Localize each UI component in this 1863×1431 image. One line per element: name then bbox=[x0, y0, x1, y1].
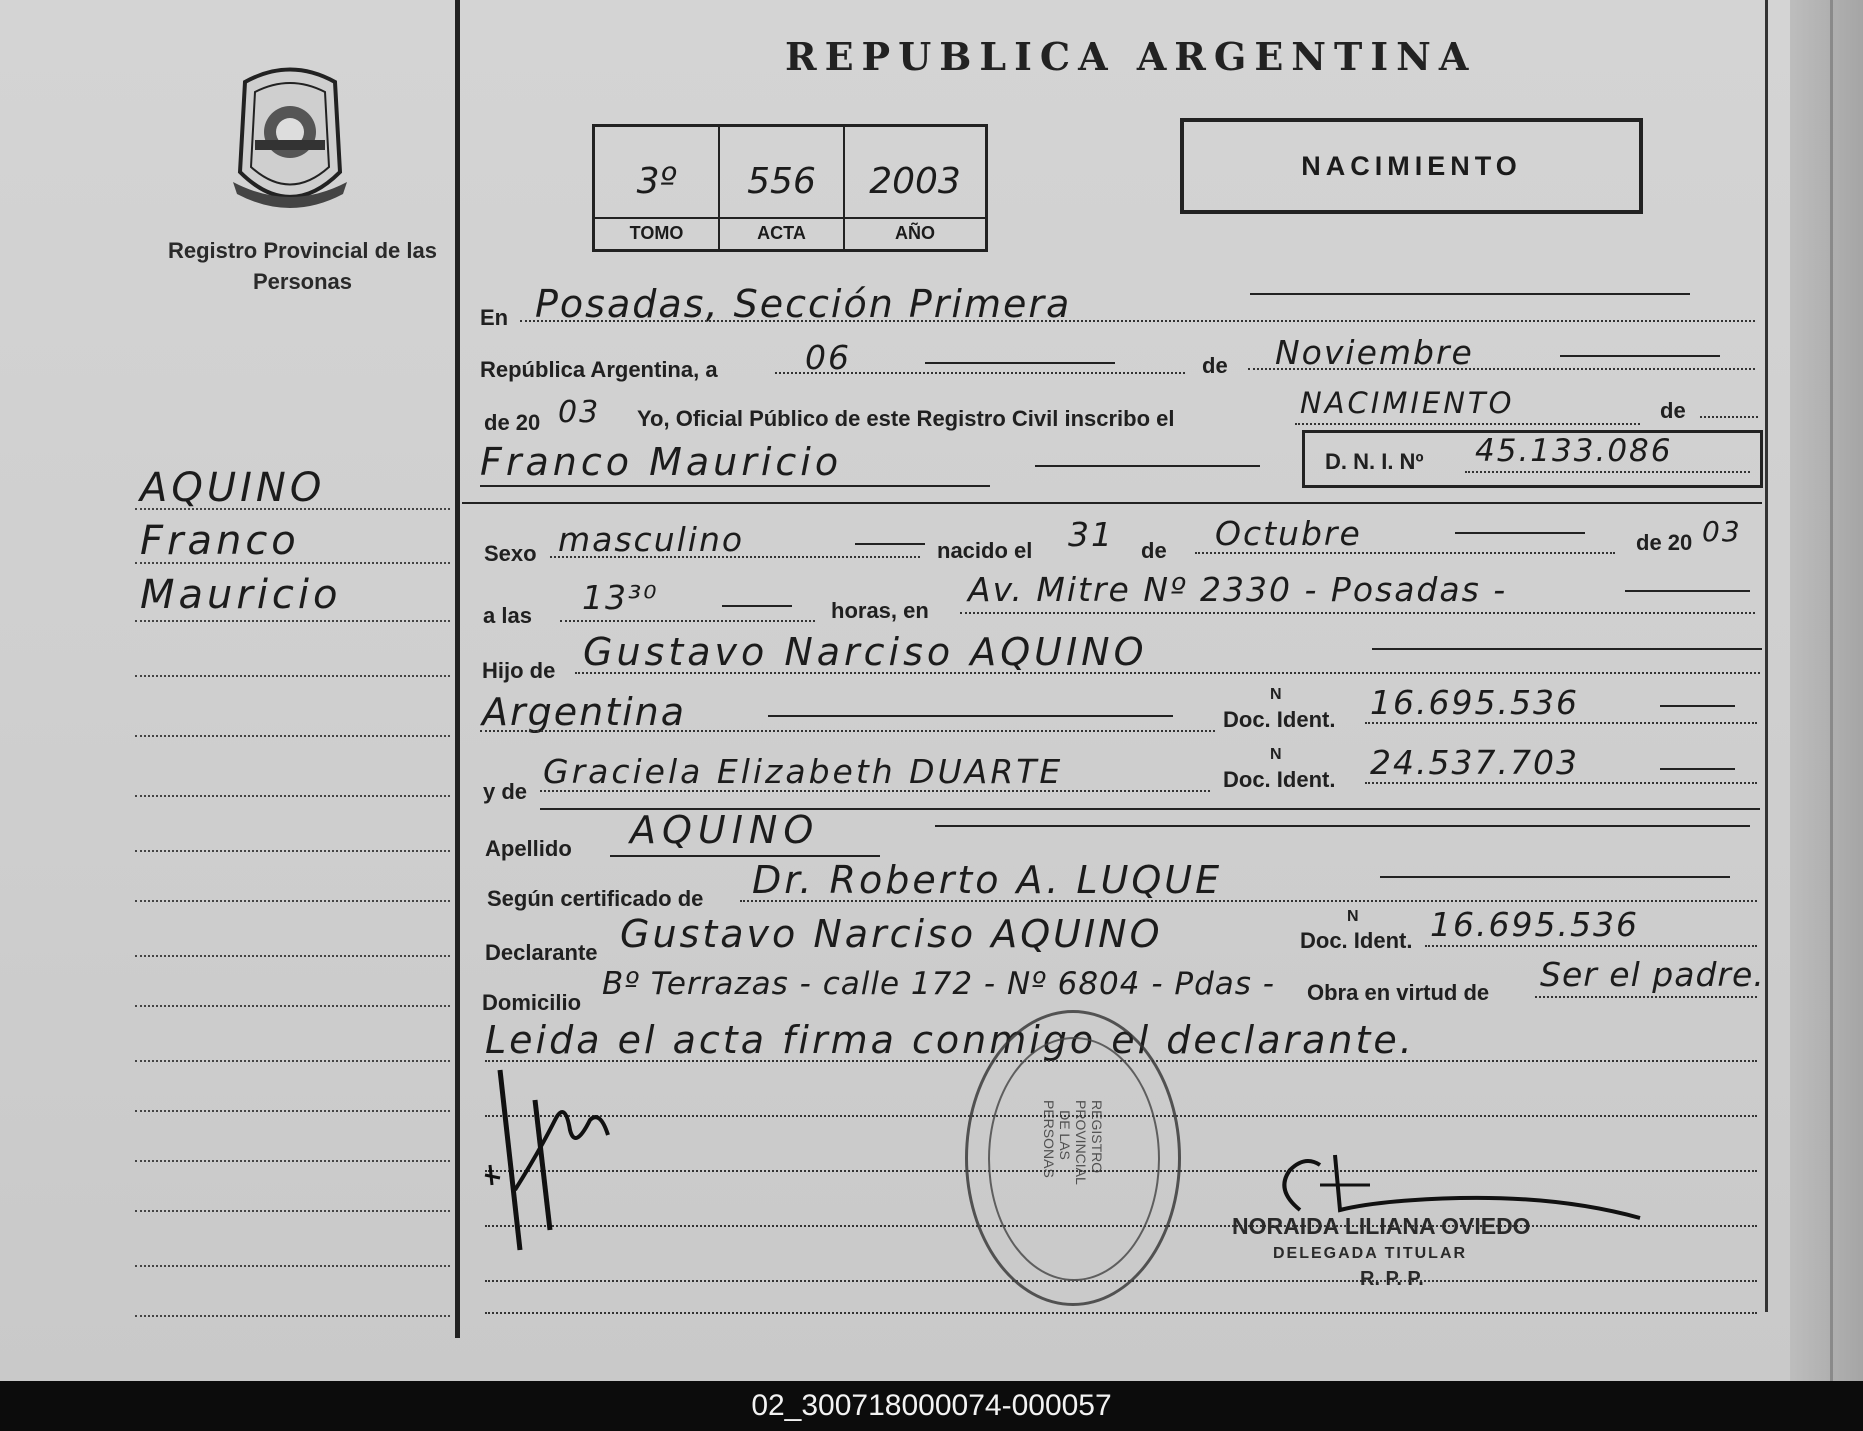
ano-label: AÑO bbox=[845, 217, 985, 244]
en-label: En bbox=[480, 305, 509, 330]
dotted-line bbox=[740, 900, 1757, 902]
father-name: Gustavo Narciso AQUINO bbox=[583, 630, 1148, 674]
filler-dash bbox=[1560, 355, 1720, 357]
stub-divider bbox=[455, 0, 460, 1338]
year-suffix: 03 bbox=[558, 395, 601, 430]
dotted-line bbox=[1195, 552, 1615, 554]
misiones-seal-icon bbox=[225, 62, 355, 212]
dni-value: 45.133.086 bbox=[1475, 433, 1673, 469]
image-caption: 02_300718000074-000057 bbox=[751, 1389, 1112, 1422]
dotted-line bbox=[550, 556, 920, 558]
stub-line bbox=[135, 620, 450, 622]
stub-line bbox=[135, 562, 450, 564]
filler-dash bbox=[1035, 465, 1260, 467]
place-value: Av. Mitre Nº 2330 - Posadas - bbox=[968, 570, 1508, 609]
remarks-value: Leida el acta firma conmigo el declarante. bbox=[485, 1018, 1415, 1062]
dotted-line bbox=[1425, 945, 1757, 947]
dotted-line bbox=[1700, 416, 1758, 418]
dni-label: D. N. I. Nº bbox=[1325, 449, 1424, 474]
doc-superscript: N bbox=[1270, 746, 1282, 763]
filler-dash bbox=[1372, 648, 1762, 650]
dotted-line bbox=[1365, 722, 1757, 724]
stub-line bbox=[135, 1315, 450, 1317]
section-divider bbox=[462, 502, 1762, 504]
acta-value: 556 bbox=[747, 161, 816, 202]
dni-box bbox=[1302, 430, 1763, 488]
stub-line bbox=[135, 735, 450, 737]
republica-label: República Argentina, a bbox=[480, 357, 718, 382]
stub-line bbox=[135, 1110, 450, 1112]
filler-dash bbox=[1455, 532, 1585, 534]
de-label: de bbox=[1202, 353, 1228, 378]
dotted-line bbox=[1535, 996, 1757, 998]
stub-line bbox=[135, 508, 450, 510]
stub-line bbox=[135, 1160, 450, 1162]
acta-label: ACTA bbox=[720, 217, 843, 244]
apellido-value: AQUINO bbox=[630, 808, 820, 852]
stub-line bbox=[135, 795, 450, 797]
officer-title: DELEGADA TITULAR bbox=[1273, 1245, 1468, 1262]
filler-dash bbox=[1380, 876, 1730, 878]
tomo-value: 3º bbox=[636, 161, 677, 202]
father-doc-label: Doc. Ident. bbox=[1223, 707, 1336, 732]
dotted-line bbox=[560, 620, 815, 622]
father-doc-value: 16.695.536 bbox=[1370, 683, 1579, 722]
stub-line bbox=[135, 955, 450, 957]
dotted-line bbox=[480, 730, 1215, 732]
birth-year-suffix: 03 bbox=[1702, 515, 1742, 548]
stub-line bbox=[135, 675, 450, 677]
birth-day: 31 bbox=[1068, 515, 1114, 554]
mother-doc-label: Doc. Ident. bbox=[1223, 767, 1336, 792]
name-underline bbox=[480, 485, 990, 487]
officer-office: R. P. P. bbox=[1360, 1268, 1424, 1290]
en-value: Posadas, Sección Primera bbox=[535, 282, 1072, 326]
stub-line bbox=[135, 1265, 450, 1267]
dotted-line bbox=[960, 612, 1755, 614]
stub-line bbox=[135, 1210, 450, 1212]
right-border bbox=[1765, 0, 1768, 1312]
hour-value: 13³⁰ bbox=[582, 578, 659, 617]
stamp-text: REGISTRO PROVINCIAL DE LAS PERSONAS bbox=[1041, 1100, 1105, 1185]
horas-label: horas, en bbox=[831, 598, 929, 623]
stub-line bbox=[135, 900, 450, 902]
birth-year-label: de 20 bbox=[1636, 530, 1693, 555]
de3-label: de bbox=[1141, 538, 1167, 563]
child-name: Franco Mauricio bbox=[480, 440, 843, 484]
de2-label: de bbox=[1660, 398, 1686, 423]
dotted-line bbox=[485, 1312, 1757, 1314]
page-title: REPUBLICA ARGENTINA bbox=[785, 34, 1477, 79]
dotted-line bbox=[775, 372, 1185, 374]
mother-doc-value: 24.537.703 bbox=[1370, 743, 1579, 782]
segun-label: Según certificado de bbox=[487, 886, 704, 911]
declarante-doc-label: Doc. Ident. bbox=[1300, 928, 1413, 953]
officer-name: NORAIDA LILIANA OVIEDO bbox=[1232, 1213, 1531, 1239]
declarante-label: Declarante bbox=[485, 940, 598, 965]
yo-label: Yo, Oficial Público de este Registro Civil inscribo el bbox=[637, 406, 1175, 431]
stub-surname: AQUINO bbox=[140, 465, 326, 511]
doc-superscript: N bbox=[1347, 908, 1359, 925]
month-value: Noviembre bbox=[1275, 333, 1474, 372]
filler-dash bbox=[855, 543, 925, 545]
ano-cell bbox=[845, 127, 985, 249]
father-nationality: Argentina bbox=[482, 690, 687, 734]
tomo-label: TOMO bbox=[595, 217, 718, 244]
domicilio-label: Domicilio bbox=[482, 990, 582, 1015]
day-value: 06 bbox=[805, 338, 851, 377]
year-label: de 20 bbox=[484, 410, 541, 435]
stub-given-name-2: Mauricio bbox=[140, 572, 342, 618]
apellido-label: Apellido bbox=[485, 836, 572, 861]
stub-given-name-1: Franco bbox=[140, 518, 300, 564]
filler-dash bbox=[768, 715, 1173, 717]
reference-box bbox=[592, 124, 988, 252]
ano-value: 2003 bbox=[869, 161, 961, 202]
filler-dash bbox=[722, 605, 792, 607]
filler-dash bbox=[1660, 705, 1735, 707]
dotted-line bbox=[1365, 782, 1757, 784]
dotted-line bbox=[1295, 423, 1640, 425]
sexo-label: Sexo bbox=[484, 541, 537, 566]
page-edge bbox=[1790, 0, 1863, 1381]
act-type-box: NACIMIENTO bbox=[1180, 118, 1643, 214]
doctor-value: Dr. Roberto A. LUQUE bbox=[752, 858, 1223, 902]
registry-title: Registro Provincial de las Personas bbox=[168, 238, 437, 294]
stub-line bbox=[135, 850, 450, 852]
filler-dash bbox=[1625, 590, 1750, 592]
domicilio-value: Bº Terrazas - calle 172 - Nº 6804 - Pdas - bbox=[602, 966, 1275, 1002]
nacido-label: nacido el bbox=[937, 538, 1033, 563]
dotted-line bbox=[1465, 471, 1750, 473]
dotted-line bbox=[1248, 368, 1755, 370]
stub-line bbox=[135, 1060, 450, 1062]
obra-label: Obra en virtud de bbox=[1307, 980, 1490, 1005]
doc-superscript: N bbox=[1270, 686, 1282, 703]
obra-value: Ser el padre. bbox=[1540, 955, 1765, 994]
filler-dash bbox=[935, 825, 1750, 827]
tomo-cell bbox=[595, 127, 720, 249]
dotted-line bbox=[520, 320, 1755, 322]
filler-dash bbox=[1250, 293, 1690, 295]
dotted-line bbox=[575, 672, 1760, 674]
official-stamp bbox=[965, 1010, 1181, 1306]
page-edge-line bbox=[1830, 0, 1833, 1381]
hijo-label: Hijo de bbox=[482, 658, 556, 683]
sexo-value: masculino bbox=[558, 520, 745, 559]
a-las-label: a las bbox=[483, 603, 532, 628]
y-de-label: y de bbox=[483, 779, 528, 804]
acta-cell bbox=[720, 127, 845, 249]
declarant-signature bbox=[480, 1060, 620, 1260]
filler-dash bbox=[925, 362, 1115, 364]
apellido-underline bbox=[610, 855, 880, 857]
mother-name: Graciela Elizabeth DUARTE bbox=[543, 752, 1064, 791]
declarante-value: Gustavo Narciso AQUINO bbox=[620, 912, 1163, 956]
birth-month: Octubre bbox=[1215, 514, 1362, 553]
declarante-doc-value: 16.695.536 bbox=[1430, 905, 1639, 944]
inscribe-value: NACIMIENTO bbox=[1300, 386, 1515, 420]
stub-line bbox=[135, 1005, 450, 1007]
dotted-line bbox=[540, 790, 1210, 792]
filler-dash bbox=[1660, 768, 1735, 770]
